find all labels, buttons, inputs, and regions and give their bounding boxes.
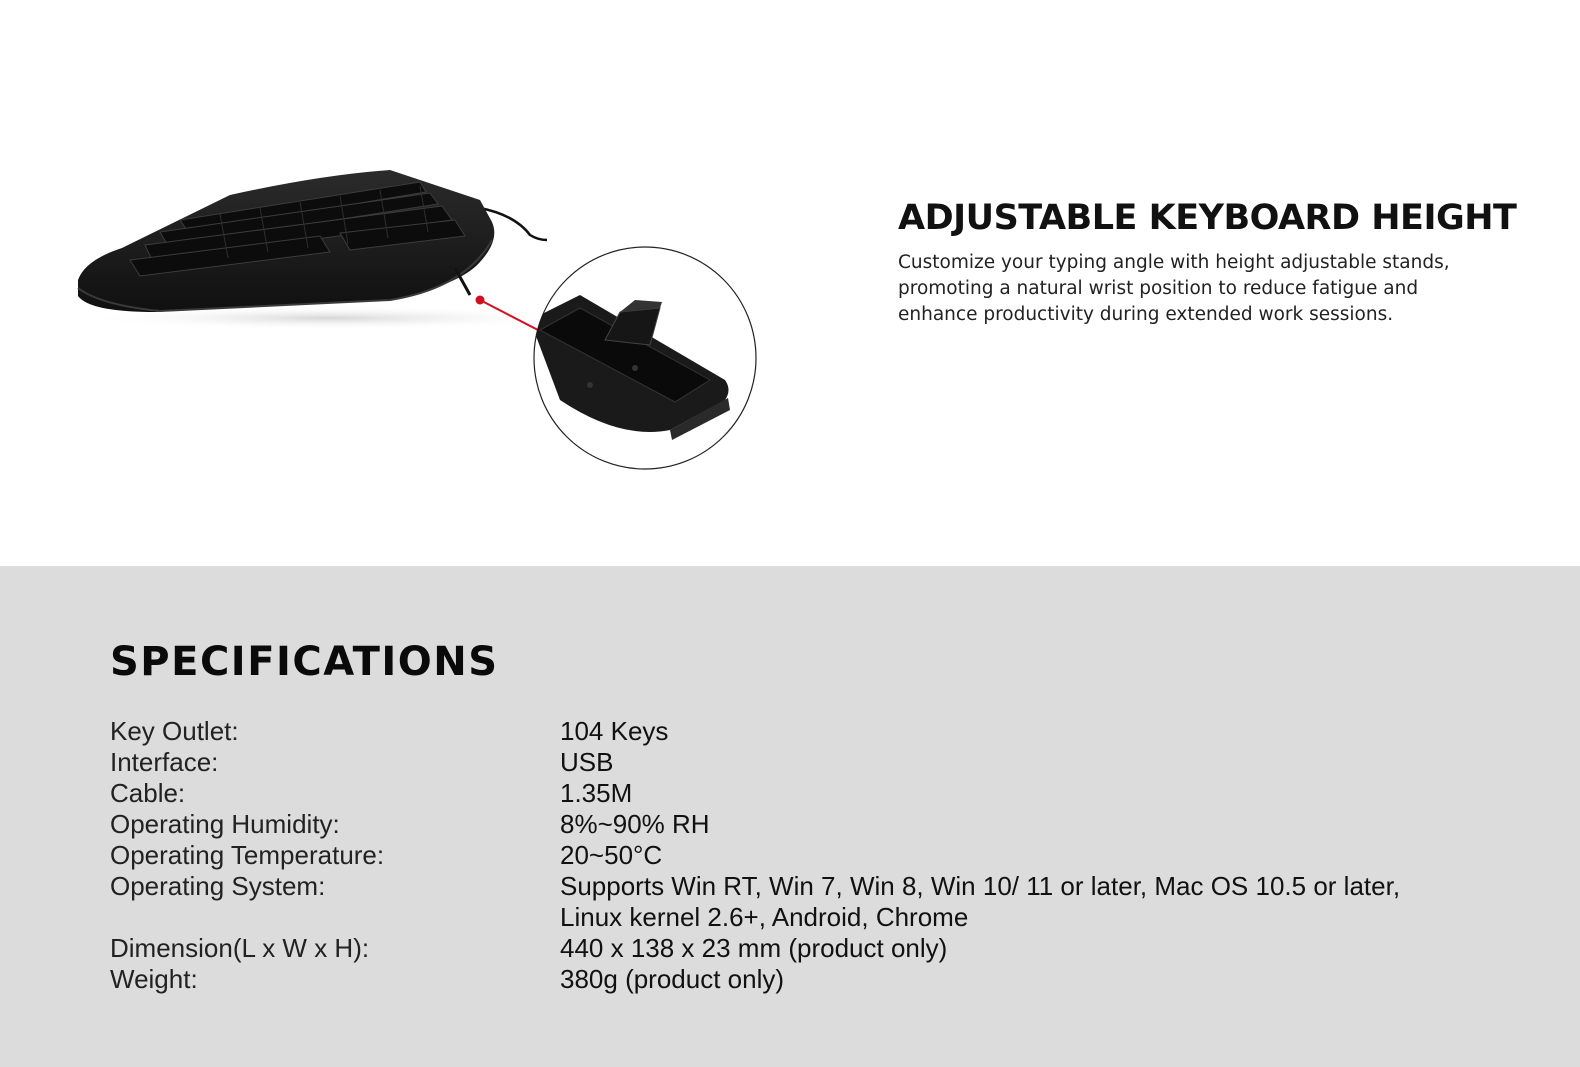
spec-label: Operating Temperature:	[110, 840, 385, 870]
spec-value: 8%~90% RH	[560, 809, 710, 839]
keyboard-illustration	[60, 140, 780, 490]
spec-label: Key Outlet:	[110, 716, 239, 746]
spec-label: Operating Humidity:	[110, 809, 340, 839]
spec-label: Operating System:	[110, 871, 326, 901]
spec-value: Supports Win RT, Win 7, Win 8, Win 10/ 11 or later, Mac OS 10.5 or later, Linux kernel 2.6+, Android, Chrome	[560, 871, 1401, 932]
spec-value: 440 x 138 x 23 mm (product only)	[560, 933, 948, 963]
spec-row-weight	[110, 964, 1510, 995]
callout-dot	[476, 296, 485, 305]
feature-title: ADJUSTABLE KEYBOARD HEIGHT	[898, 198, 1517, 238]
spec-value: 104 Keys	[560, 716, 669, 746]
spec-row-operating-humidity	[110, 809, 1510, 840]
spec-value: USB	[560, 747, 614, 777]
spec-label: Cable:	[110, 778, 186, 808]
spec-row-operating-system	[110, 871, 1510, 933]
spec-value: 1.35M	[560, 778, 633, 808]
spec-row-key-outlet	[110, 716, 1510, 747]
specifications-section	[0, 566, 1580, 1067]
spec-row-interface	[110, 747, 1510, 778]
spec-list	[110, 716, 1510, 995]
spec-label: Weight:	[110, 964, 198, 994]
spec-row-operating-temperature	[110, 840, 1510, 871]
spec-label: Interface:	[110, 747, 219, 777]
spec-label: Dimension(L x W x H):	[110, 933, 370, 963]
spec-value: 380g (product only)	[560, 964, 785, 994]
feature-description: Customize your typing angle with height adjustable stands, promoting a natural wrist position to reduce fatigue and enhance productivity during extended work sessions.	[898, 252, 1450, 325]
specifications-title: SPECIFICATIONS	[110, 639, 499, 685]
spec-row-dimension	[110, 933, 1510, 964]
spec-value: 20~50°C	[560, 840, 663, 870]
spec-row-cable	[110, 778, 1510, 809]
